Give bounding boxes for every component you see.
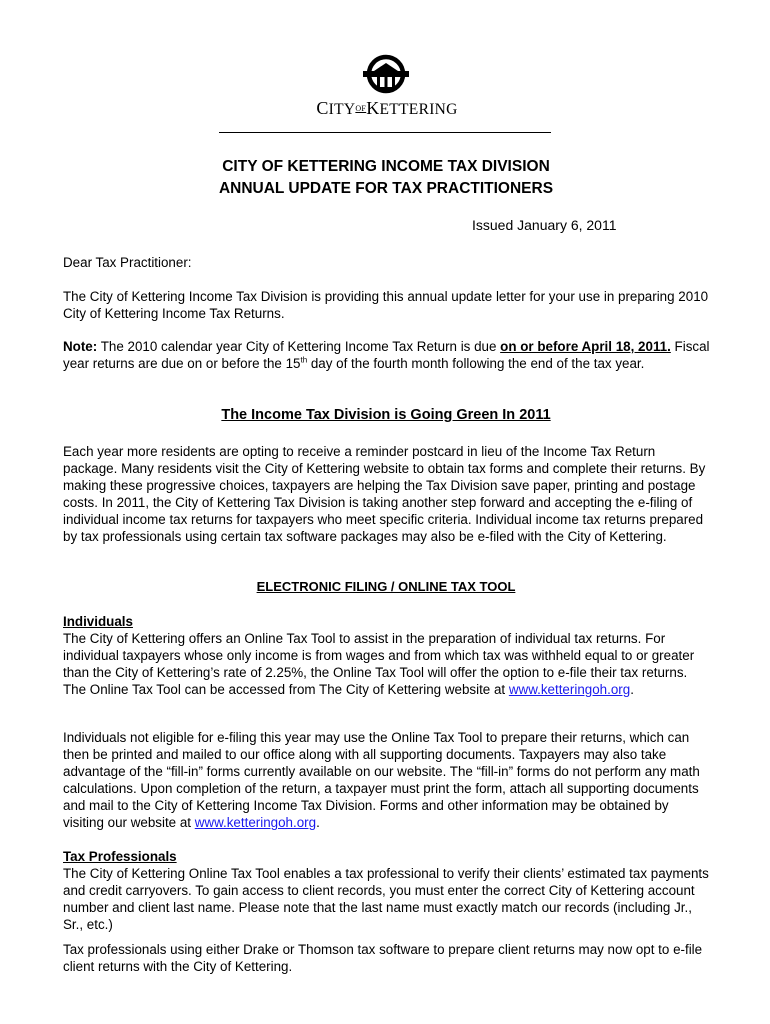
city-logo xyxy=(312,54,462,120)
issued-date: Issued January 6, 2011 xyxy=(472,217,617,233)
document-subtitle: ANNUAL UPDATE FOR TAX PRACTITIONERS xyxy=(218,180,554,197)
document-title: CITY OF KETTERING INCOME TAX DIVISION xyxy=(222,158,550,175)
salutation: Dear Tax Practitioner: xyxy=(63,255,192,270)
going-green-paragraph: Each year more residents are opting to receive a reminder postcard in lieu of the Income Tax Return package. Many residents visit the City of Kettering website to obtain tax forms and complete their returns. By making these progressive choices, taxpayers are helping the Tax Division save paper, printing and postage costs. In 2011, the City of Kettering Tax Division is taking another step forward and accepting the e-filing of individual income tax returns for taxpayers who meet specific criteria. Individual income tax returns prepared by tax professionals using certain tax software packages may also be e-filed with the City of Kettering. xyxy=(63,444,706,544)
header-divider xyxy=(219,132,551,133)
tax-professionals-paragraph-2: Tax professionals using either Drake or Thomson tax software to prepare client returns may now opt to e-file client returns with the City of Kettering. xyxy=(63,942,703,974)
logo-wordmark: CITYOFKETTERING xyxy=(316,98,458,118)
note-paragraph: Note: The 2010 calendar year City of Kettering Income Tax Return is due on or before April 18, 2011. Fiscal year returns are due on or before the 15th day of the fourth month following the end of the tax year. xyxy=(63,339,710,371)
tax-professionals-heading: Tax Professionals xyxy=(63,849,177,864)
going-green-heading: The Income Tax Division is Going Green In 2011 xyxy=(221,407,551,423)
tax-professionals-paragraph-1: The City of Kettering Online Tax Tool enables a tax professional to verify their clients’ estimated tax payments and credit carryovers. To gain access to client records, you must enter the correct City of Kettering account number and client last name. Please note that the last name must exactly match our records (including Jr., Sr., etc.) xyxy=(63,866,709,932)
due-date: on or before April 18, 2011. xyxy=(500,339,671,354)
individuals-paragraph-1: The City of Kettering offers an Online Tax Tool to assist in the preparation of individual tax returns. For individual taxpayers whose only income is from wages and from which tax was withheld equal to or greater than the City of Kettering’s rate of 2.25%, the Online Tax Tool will offer the option to e-file their tax returns. The Online Tax Tool can be accessed from The City of Kettering website at www.ketteringoh.org. xyxy=(63,631,695,697)
intro-paragraph: The City of Kettering Income Tax Division is providing this annual update letter for your use in preparing 2010 City of Kettering Income Tax Returns. xyxy=(63,289,709,321)
individuals-heading: Individuals xyxy=(63,614,133,629)
city-seal-icon xyxy=(360,54,412,98)
efiling-heading: ELECTRONIC FILING / ONLINE TAX TOOL xyxy=(256,579,516,594)
website-link[interactable]: www.ketteringoh.org xyxy=(508,682,631,697)
website-link-2[interactable]: www.ketteringoh.org xyxy=(194,815,317,830)
note-label: Note: xyxy=(63,339,98,354)
individuals-paragraph-2: Individuals not eligible for e-filing this year may use the Online Tax Tool to prepare their returns, which can then be printed and mailed to our office along with all supporting documents. Taxpayers may also take advantage of the “fill-in” forms currently available on our website. The “fill-in” forms do not perform any math calculations. Upon completion of the return, a taxpayer must print the form, attach all supporting documents and mail to the City of Kettering Income Tax Division. Forms and other information may be obtained by visiting our website at www.ketteringoh.org. xyxy=(63,730,700,830)
